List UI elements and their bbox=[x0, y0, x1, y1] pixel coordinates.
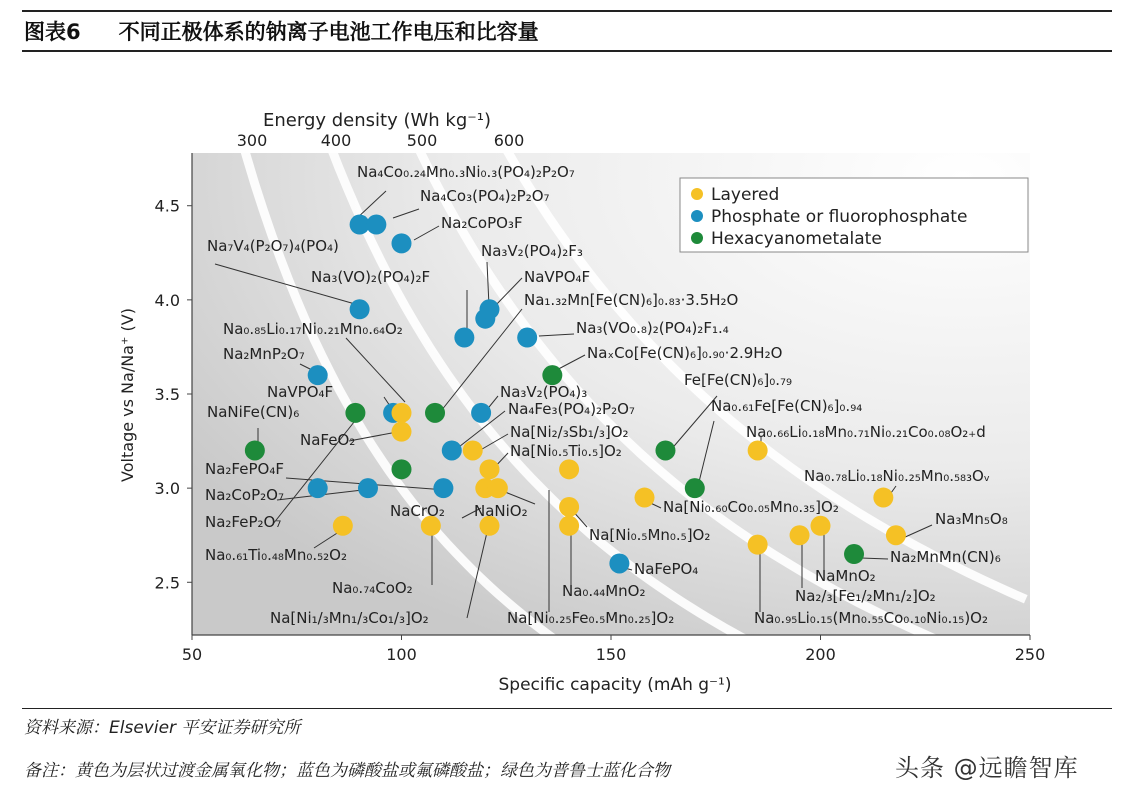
compound-label: NaNiO₂ bbox=[474, 502, 528, 520]
y-tick-label: 4.0 bbox=[154, 290, 180, 310]
data-point-hexa bbox=[245, 440, 265, 460]
top-axis-title: Energy density (Wh kg⁻¹) bbox=[263, 110, 491, 131]
data-point-layered bbox=[790, 525, 810, 545]
energy-tick-label: 300 bbox=[236, 131, 268, 150]
data-point-layered bbox=[559, 459, 579, 479]
data-point-layered bbox=[488, 478, 508, 498]
compound-label: Na₂FePO₄F bbox=[205, 460, 284, 478]
data-point-phosphate bbox=[479, 299, 499, 319]
legend-marker-hexacyanometalate bbox=[691, 232, 703, 244]
data-point-phosphate bbox=[308, 478, 328, 498]
data-point-hexa bbox=[345, 403, 365, 423]
data-point-phosphate bbox=[471, 403, 491, 423]
legend-item-layered: Layered bbox=[711, 185, 780, 205]
x-tick-label: 50 bbox=[181, 645, 203, 664]
compound-label: Na₀.₈₅Li₀.₁₇Ni₀.₂₁Mn₀.₆₄O₂ bbox=[223, 320, 403, 338]
compound-label: Na₂MnP₂O₇ bbox=[223, 345, 305, 363]
compound-label: Na₀.₇₈Li₀.₁₈Ni₀.₂₅Mn₀.₅₈₃Oᵥ bbox=[804, 467, 991, 485]
compound-label: Na₀.₄₄MnO₂ bbox=[562, 582, 646, 600]
data-point-layered bbox=[873, 488, 893, 508]
compound-label: Na₄Co₃(PO₄)₂P₂O₇ bbox=[420, 187, 550, 205]
energy-tick-label: 500 bbox=[406, 131, 438, 150]
data-point-layered bbox=[559, 497, 579, 517]
compound-label: Na₃(VO₀.₈)₂(PO₄)₂F₁.₄ bbox=[576, 319, 729, 337]
x-tick-label: 250 bbox=[1014, 645, 1046, 664]
energy-tick-label: 400 bbox=[320, 131, 352, 150]
energy-tick-label: 600 bbox=[493, 131, 525, 150]
x-tick-label: 150 bbox=[595, 645, 627, 664]
legend bbox=[680, 178, 1028, 252]
data-point-phosphate bbox=[517, 328, 537, 348]
data-point-layered bbox=[333, 516, 353, 536]
compound-label: Fe[Fe(CN)₆]₀.₇₉ bbox=[684, 371, 792, 389]
compound-label: Na₂FeP₂O₇ bbox=[205, 513, 282, 531]
compound-label: Na[Ni₀.₅Ti₀.₅]O₂ bbox=[510, 442, 622, 460]
compound-label: Na[Ni₀.₂₅Fe₀.₅Mn₀.₂₅]O₂ bbox=[507, 609, 675, 627]
data-point-hexa bbox=[425, 403, 445, 423]
data-point-phosphate bbox=[350, 299, 370, 319]
compound-label: Na₂/₃[Fe₁/₂Mn₁/₂]O₂ bbox=[795, 587, 936, 605]
figure-title: 不同正极体系的钠离子电池工作电压和比容量 bbox=[118, 20, 539, 44]
compound-label: NaVPO₄F bbox=[267, 383, 334, 401]
legend-marker-layered bbox=[691, 188, 703, 200]
x-tick-label: 100 bbox=[386, 645, 417, 664]
compound-label: NaFePO₄ bbox=[634, 560, 699, 578]
compound-label: Na₇V₄(P₂O₇)₄(PO₄) bbox=[207, 237, 339, 255]
compound-label: NaCrO₂ bbox=[390, 502, 445, 520]
compound-label: Na₀.₆₁Fe[Fe(CN)₆]₀.₉₄ bbox=[711, 397, 863, 415]
compound-label: Na₂CoPO₃F bbox=[441, 214, 523, 232]
compound-label: Na[Ni₀.₅Mn₀.₅]O₂ bbox=[589, 526, 711, 544]
figure-number: 图表6 bbox=[24, 20, 81, 44]
compound-label: Na₃V₂(PO₄)₃ bbox=[500, 383, 588, 401]
data-point-phosphate bbox=[366, 215, 386, 235]
data-point-layered bbox=[748, 535, 768, 555]
compound-label: Na₃V₂(PO₄)₂F₃ bbox=[481, 242, 583, 260]
compound-label: Na₀.₉₅Li₀.₁₅(Mn₀.₅₅Co₀.₁₀Ni₀.₁₅)O₂ bbox=[754, 609, 988, 627]
data-point-layered bbox=[392, 403, 412, 423]
compound-label: NaFeO₂ bbox=[300, 431, 356, 449]
y-tick-label: 3.0 bbox=[154, 479, 180, 499]
compound-label: Na[Ni₁/₃Mn₁/₃Co₁/₃]O₂ bbox=[270, 609, 429, 627]
y-tick-label: 2.5 bbox=[154, 573, 180, 593]
x-axis-title: Specific capacity (mAh g⁻¹) bbox=[498, 675, 732, 695]
compound-label: NaₓCo[Fe(CN)₆]₀.₉₀·2.9H₂O bbox=[587, 344, 783, 362]
compound-label: NaMnO₂ bbox=[815, 567, 876, 585]
watermark: 头条 @远瞻智库 bbox=[895, 754, 1079, 782]
compound-label: Na₄Fe₃(PO₄)₂P₂O₇ bbox=[508, 400, 635, 418]
note-text: 备注：黄色为层状过渡金属氧化物；蓝色为磷酸盐或氟磷酸盐；绿色为普鲁士蓝化合物 bbox=[24, 761, 670, 781]
compound-label: Na₂MnMn(CN)₆ bbox=[890, 548, 1001, 566]
legend-item-hexacyanometalate: Hexacyanometalate bbox=[711, 229, 882, 249]
legend-marker-phosphate bbox=[691, 210, 703, 222]
data-point-phosphate bbox=[442, 440, 462, 460]
data-point-hexa bbox=[392, 459, 412, 479]
x-tick-label: 200 bbox=[805, 645, 836, 664]
data-point-phosphate bbox=[433, 478, 453, 498]
compound-label: Na₃(VO)₂(PO₄)₂F bbox=[311, 268, 431, 286]
data-point-layered bbox=[886, 525, 906, 545]
data-point-phosphate bbox=[358, 478, 378, 498]
y-tick-label: 3.5 bbox=[154, 385, 180, 404]
legend-item-phosphate: Phosphate or fluorophosphate bbox=[711, 207, 968, 227]
data-point-phosphate bbox=[609, 553, 629, 573]
compound-label: Na₀.₆₆Li₀.₁₈Mn₀.₇₁Ni₀.₂₁Co₀.₀₈O₂₊d bbox=[746, 423, 986, 441]
compound-label: Na[Ni₂/₃Sb₁/₃]O₂ bbox=[510, 423, 629, 441]
data-point-phosphate bbox=[392, 233, 412, 253]
compound-label: Na₂CoP₂O₇ bbox=[205, 486, 284, 504]
compound-label: Na₁.₃₂Mn[Fe(CN)₆]₀.₈₃·3.5H₂O bbox=[524, 291, 739, 309]
compound-label: Na₀.₇₄CoO₂ bbox=[332, 579, 413, 597]
data-point-layered bbox=[463, 440, 483, 460]
y-axis-title: Voltage vs Na/Na⁺ (V) bbox=[118, 308, 137, 482]
data-point-layered bbox=[811, 516, 831, 536]
compound-label: NaVPO₄F bbox=[524, 268, 591, 286]
source-text: 资料来源：Elsevier 平安证券研究所 bbox=[24, 718, 301, 738]
data-point-layered bbox=[559, 516, 579, 536]
compound-label: Na₀.₆₁Ti₀.₄₈Mn₀.₅₂O₂ bbox=[205, 546, 347, 564]
data-point-phosphate bbox=[454, 328, 474, 348]
data-point-hexa bbox=[844, 544, 864, 564]
compound-label: Na₃Mn₅O₈ bbox=[935, 510, 1008, 528]
compound-label: NaNiFe(CN)₆ bbox=[207, 403, 300, 421]
compound-label: Na[Ni₀.₆₀Co₀.₀₅Mn₀.₃₅]O₂ bbox=[663, 498, 839, 516]
source-rule bbox=[22, 708, 1112, 709]
data-point-layered bbox=[392, 422, 412, 442]
y-tick-label: 4.5 bbox=[154, 196, 180, 216]
compound-label: Na₄Co₀.₂₄Mn₀.₃Ni₀.₃(PO₄)₂P₂O₇ bbox=[357, 163, 575, 181]
data-point-layered bbox=[635, 488, 655, 508]
data-point-hexa bbox=[685, 478, 705, 498]
data-point-layered bbox=[479, 459, 499, 479]
data-point-layered bbox=[748, 440, 768, 460]
data-point-hexa bbox=[655, 440, 675, 460]
